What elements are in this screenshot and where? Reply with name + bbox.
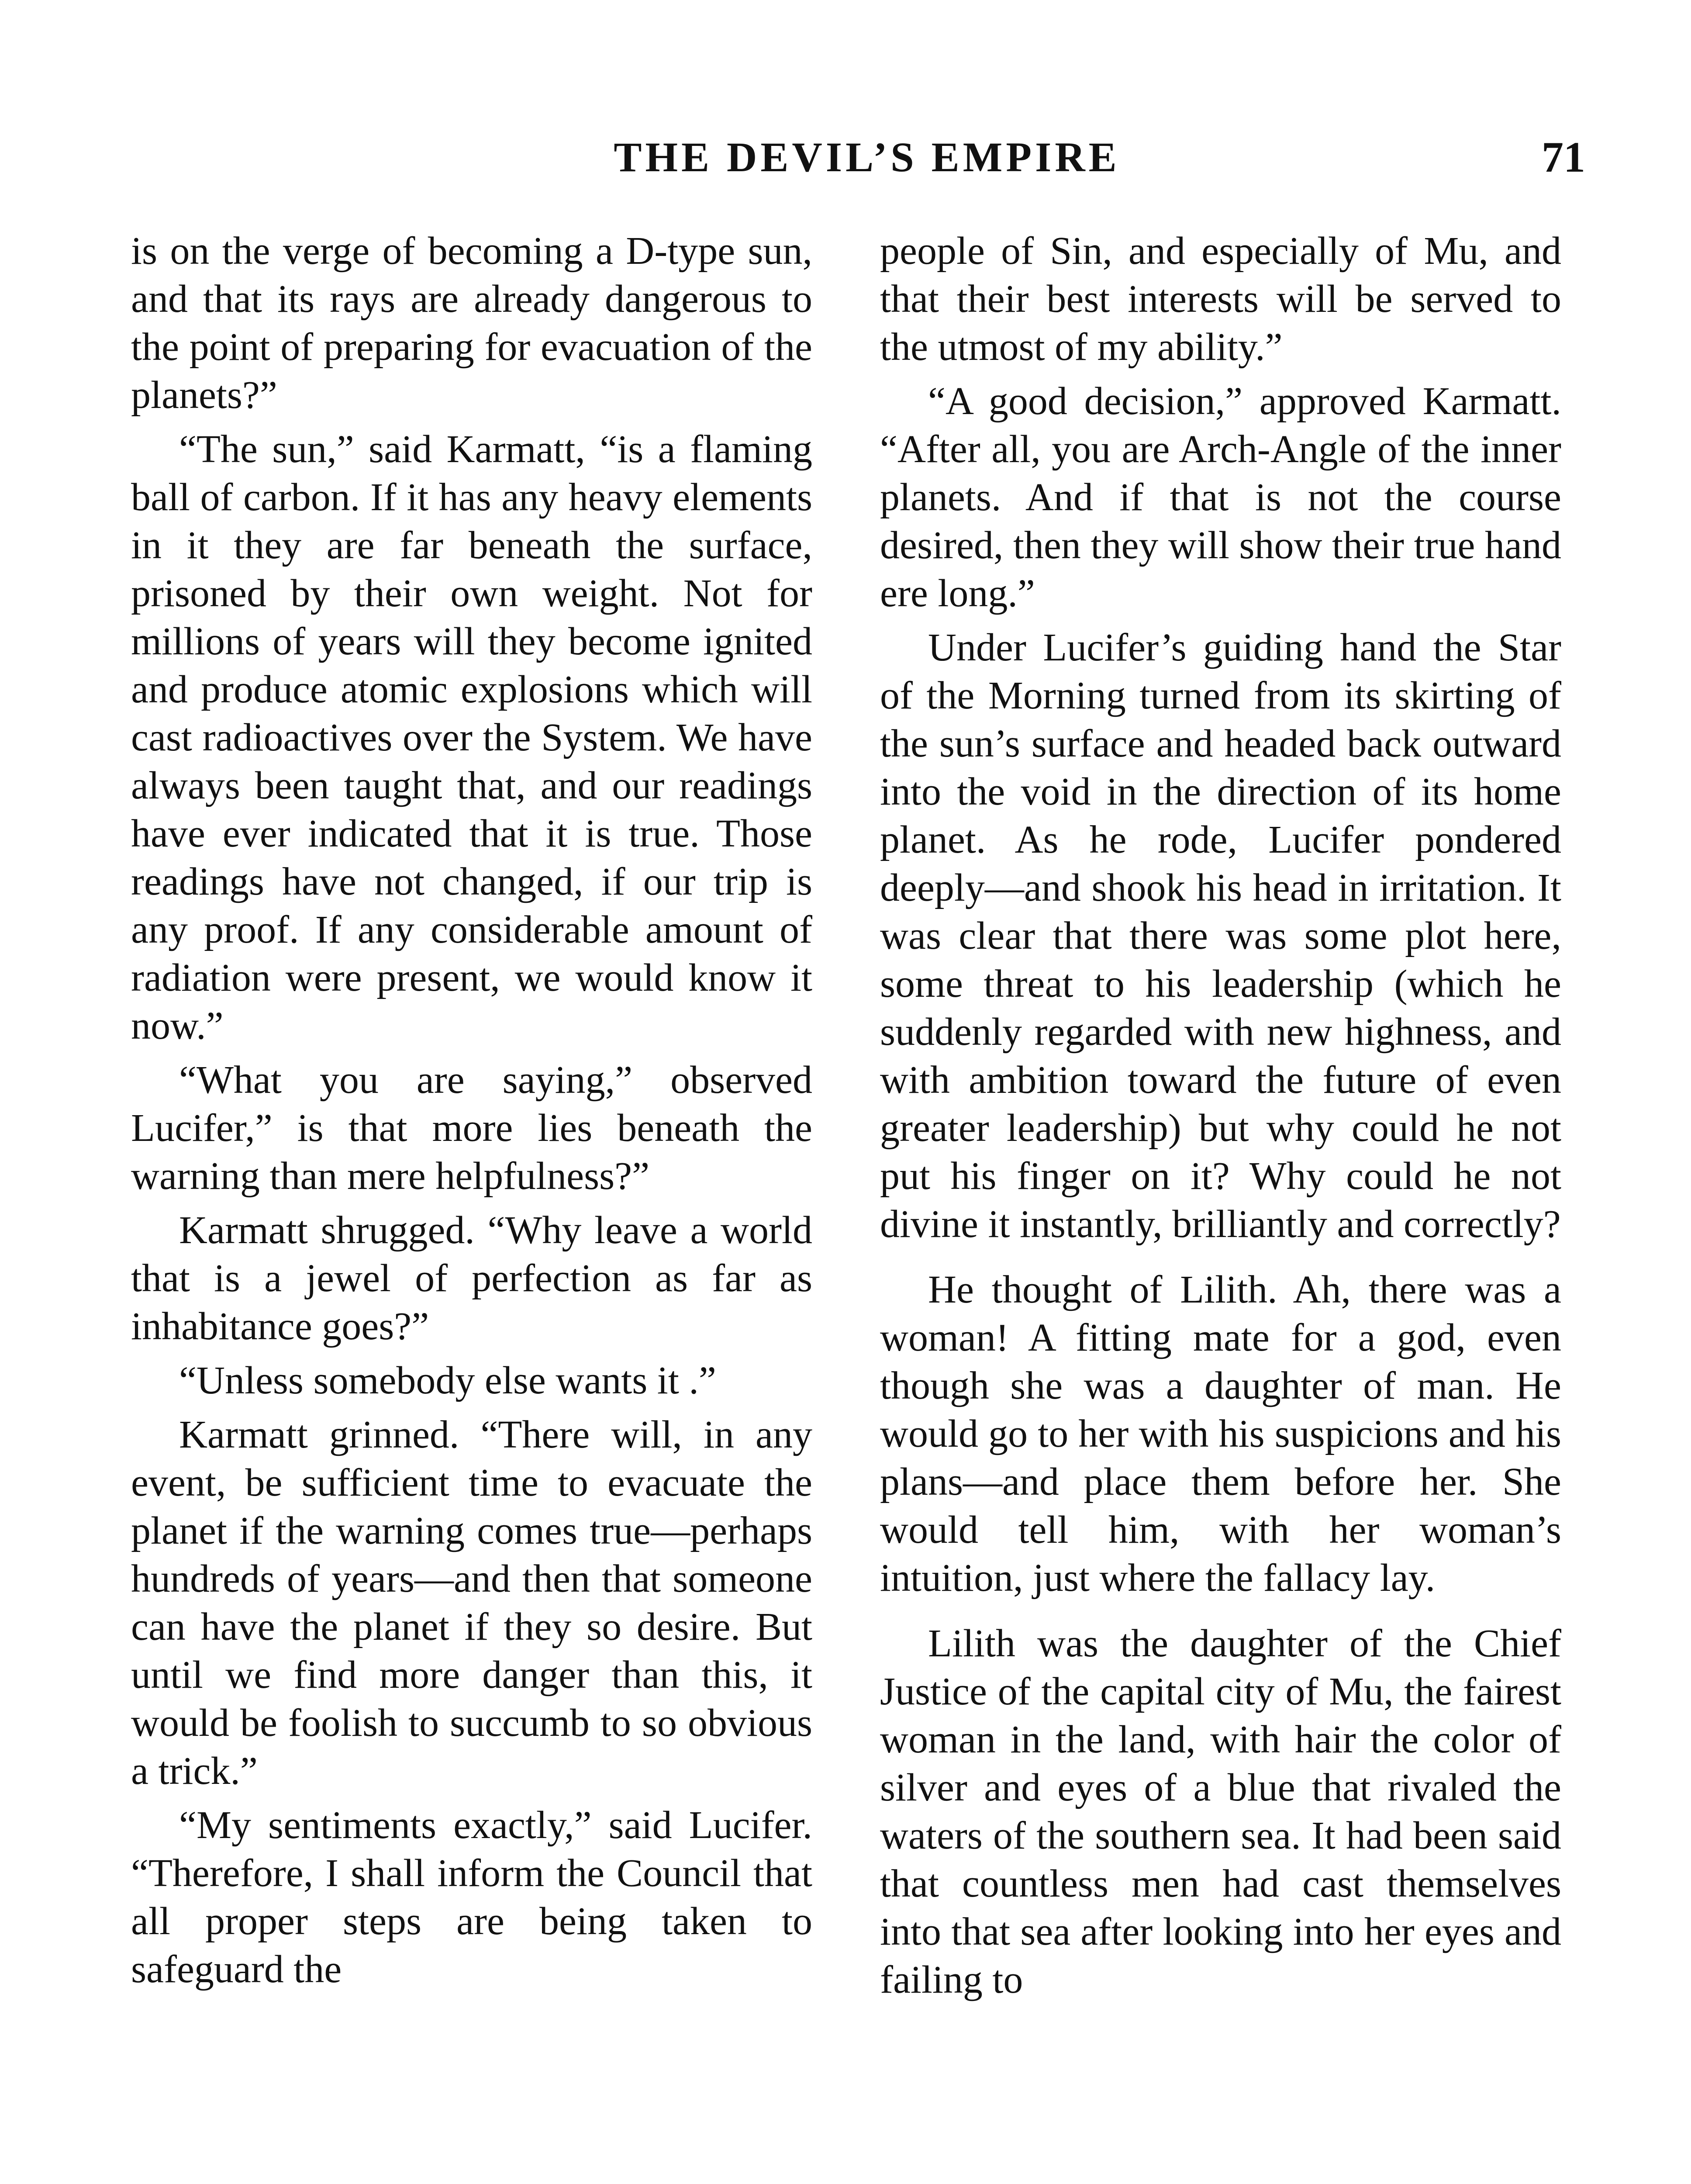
paragraph: “What you are saying,” observed Lucifer,” is that more lies beneath the warning than mere helpfulness?” bbox=[131, 1058, 812, 1198]
paragraph: Lilith was the daughter of the Chief Justice of the capital city of Mu, the fairest woman in the land, with hair the color of silver and eyes of a blue that rivaled the waters of the southern sea. It had been said that countless men had cast themselves into that sea after looking into her eyes and failing to bbox=[880, 1622, 1561, 2001]
paragraph: Under Lucifer’s guiding hand the Star of the Morning turned from its skirting of the sun’s surface and headed back outward into the void in the direction of its home planet. As he rode, Lucifer pondered deeply—and shook his head in irritation. It was clear that there was some plot here, some threat to his leadership (which he suddenly regarded with new highness, and with ambition toward the future of even greater leadership) but why could he not put his finger on it? Why could he not divine it instantly, brilliantly and correctly? bbox=[880, 626, 1561, 1246]
left-column bbox=[131, 227, 812, 1994]
paragraph: Karmatt shrugged. “Why leave a world that is a jewel of perfection as far as inhabitance goes?” bbox=[131, 1209, 812, 1348]
paragraph: He thought of Lilith. Ah, there was a woman! A fitting mate for a god, even though she was a daughter of man. He would go to her with his suspicions and his plans—and place them before her. She would tell him, with her woman’s intuition, just where the fallacy lay. bbox=[880, 1268, 1561, 1600]
page-number: 71 bbox=[1542, 133, 1585, 181]
running-title: THE DEVIL’S EMPIRE bbox=[614, 134, 1120, 180]
paragraph: “Unless somebody else wants it .” bbox=[179, 1359, 716, 1402]
page-header bbox=[148, 131, 1585, 192]
paragraph: “A good decision,” approved Karmatt. “After all, you are Arch-Angle of the inner planets. And if that is not the course desired, then they will show their true hand ere long.” bbox=[880, 380, 1561, 615]
paragraph: “My sentiments exactly,” said Lucifer. “Therefore, I shall inform the Council that all proper steps are being taken to safeguard the bbox=[131, 1804, 812, 1991]
paragraph: people of Sin, and especially of Mu, and that their best interests will be served to the utmost of my ability.” bbox=[880, 229, 1561, 369]
paragraph: Karmatt grinned. “There will, in any event, be sufficient time to evacuate the planet if the warning comes true—perhaps hundreds of years—and then that someone can have the planet if they so desire. But until we find more danger than this, it would be foolish to succumb to so obvious a trick.” bbox=[131, 1413, 812, 1793]
paragraph: is on the verge of becoming a D-type sun, and that its rays are already dangerous to the point of preparing for evacuation of the planets?” bbox=[131, 229, 812, 417]
right-column bbox=[880, 227, 1561, 2004]
paragraph: “The sun,” said Karmatt, “is a flaming ball of carbon. If it has any heavy elements in it they are far beneath the surface, prisoned by their own weight. Not for millions of years will they become ignited and produce atomic explosions which will cast radioactives over the System. We have always been taught that, and our readings have ever indicated that it is true. Those readings have not changed, if our trip is any proof. If any considerable amount of radiation were present, we would know it now.” bbox=[131, 428, 812, 1047]
